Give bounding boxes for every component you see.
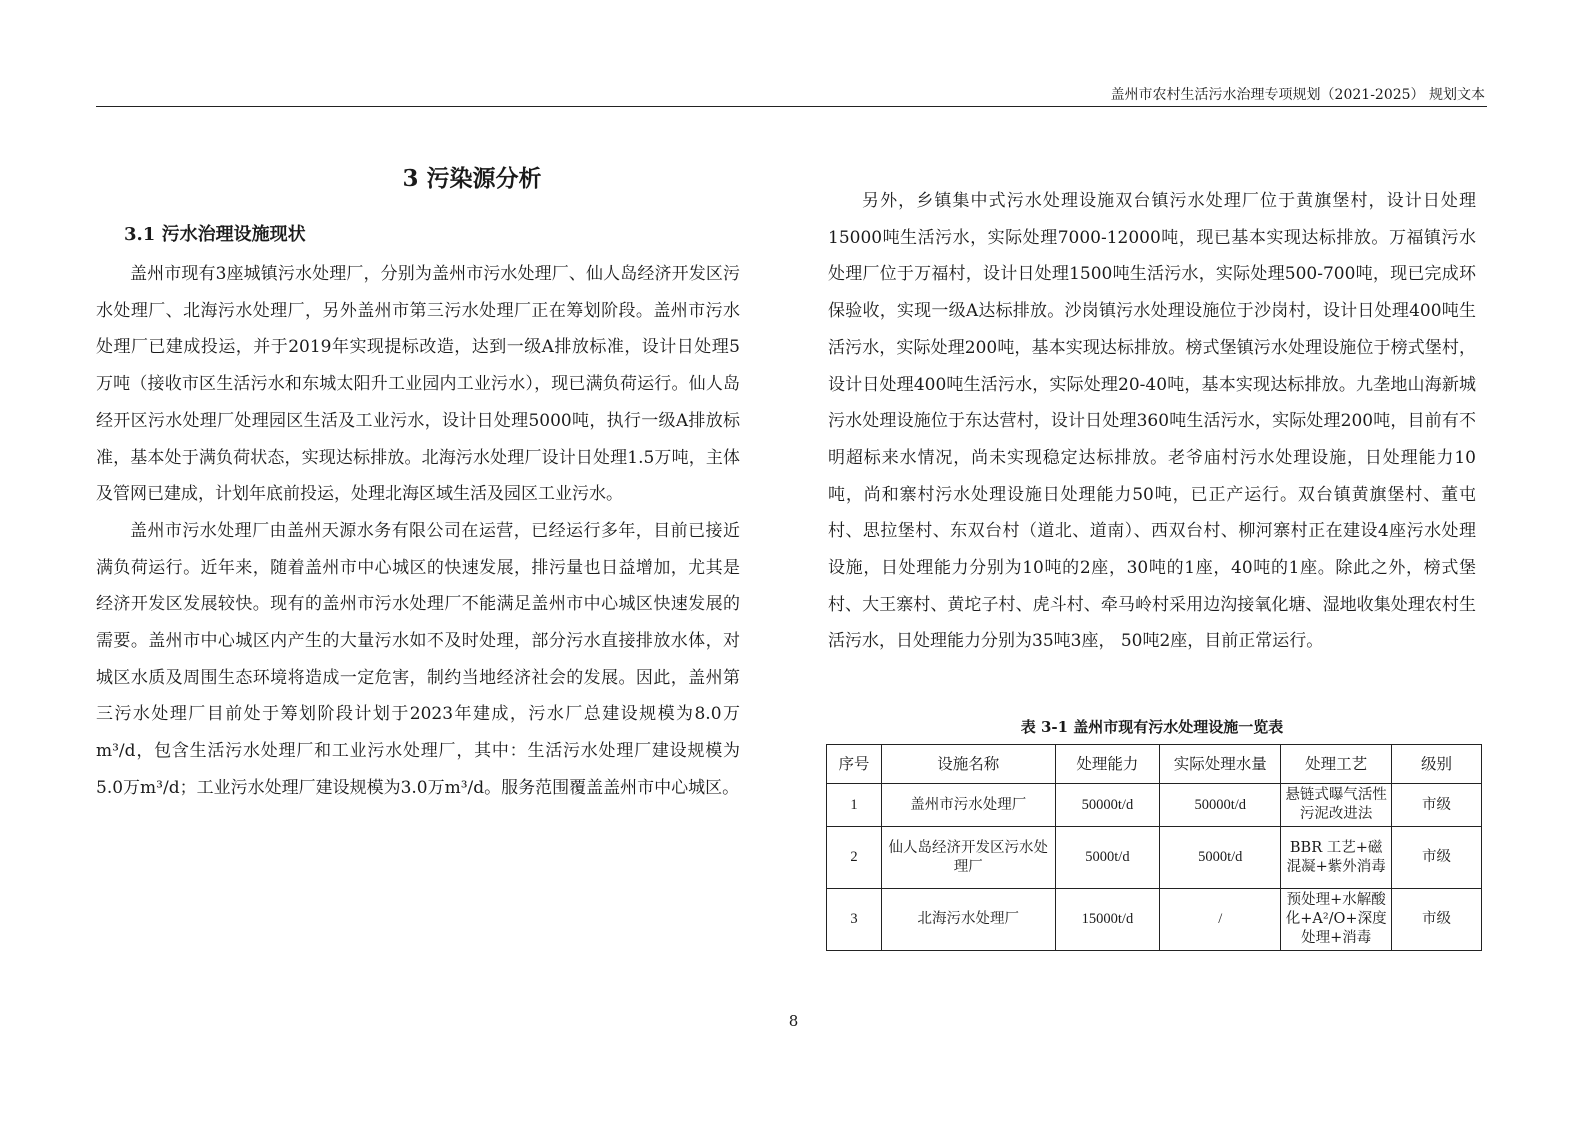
table-header-row bbox=[827, 745, 1482, 784]
chapter-title: 3 污染源分析 bbox=[402, 165, 542, 192]
body-paragraph: 盖州市现有3座城镇污水处理厂，分别为盖州市污水处理厂、仙人岛经济开发区污水处理厂、北海污水处理厂，另外盖州市第三污水处理厂正在筹划阶段。盖州市污水处理厂已建成投运，并于2019年实现提标改造，达到一级A排放标准，设计日处理5万吨（接收市区生活污水和东城太阳升工业园内工业污水），现已满负荷运行。仙人岛经开区污水处理厂处理园区生活及工业污水，设计日处理5000吨，执行一级A排放标准，基本处于满负荷状态，实现达标排放。北海污水处理厂设计日处理1.5万吨，主体及管网已建成，计划年底前投运，处理北海区域生活及园区工业污水。 bbox=[96, 264, 740, 505]
table-row bbox=[827, 889, 1482, 951]
right-column bbox=[828, 183, 1476, 660]
left-column bbox=[96, 256, 740, 807]
table-row bbox=[827, 827, 1482, 889]
cell-name: 北海污水处理厂 bbox=[881, 889, 1055, 951]
table-caption: 表 3-1 盖州市现有污水处理设施一览表 bbox=[1020, 718, 1284, 736]
cell-actual: / bbox=[1160, 889, 1281, 951]
cell-process: BBR 工艺+磁混凝+紫外消毒 bbox=[1281, 827, 1392, 889]
cell-capacity: 5000t/d bbox=[1055, 827, 1160, 889]
cell-capacity: 15000t/d bbox=[1055, 889, 1160, 951]
cell-name: 仙人岛经济开发区污水处理厂 bbox=[881, 827, 1055, 889]
header-cell-capacity: 处理能力 bbox=[1055, 745, 1160, 784]
body-paragraph: 盖州市污水处理厂由盖州天源水务有限公司在运营，已经运行多年，目前已接近满负荷运行。近年来，随着盖州市中心城区的快速发展，排污量也日益增加，尤其是经济开发区发展较快。现有的盖州市污水处理厂不能满足盖州市中心城区快速发展的需要。盖州市中心城区内产生的大量污水如不及时处理，部分污水直接排放水体，对城区水质及周围生态环境将造成一定危害，制约当地经济社会的发展。因此，盖州第三污水处理厂目前处于筹划阶段计划于2023年建成，污水厂总建设规模为8.0万m³/d，包含生活污水处理厂和工业污水处理厂，其中：生活污水处理厂建设规模为5.0万m³/d；工业污水处理厂建设规模为3.0万m³/d。服务范围覆盖盖州市中心城区。 bbox=[96, 520, 740, 798]
cell-capacity: 50000t/d bbox=[1055, 784, 1160, 827]
cell-actual: 5000t/d bbox=[1160, 827, 1281, 889]
header-cell-process: 处理工艺 bbox=[1281, 745, 1392, 784]
cell-index: 2 bbox=[827, 827, 882, 889]
page-header bbox=[96, 78, 1487, 107]
header-cell-index: 序号 bbox=[827, 745, 882, 784]
header-cell-name: 设施名称 bbox=[881, 745, 1055, 784]
cell-name: 盖州市污水处理厂 bbox=[881, 784, 1055, 827]
cell-process: 预处理+水解酸化+A²/O+深度处理+消毒 bbox=[1281, 889, 1392, 951]
section-title: 3.1 污水治理设施现状 bbox=[124, 224, 306, 245]
cell-level: 市级 bbox=[1392, 889, 1482, 951]
table-row bbox=[827, 784, 1482, 827]
cell-level: 市级 bbox=[1392, 827, 1482, 889]
cell-index: 3 bbox=[827, 889, 882, 951]
cell-actual: 50000t/d bbox=[1160, 784, 1281, 827]
header-cell-actual: 实际处理水量 bbox=[1160, 745, 1281, 784]
facility-table bbox=[826, 744, 1482, 951]
cell-level: 市级 bbox=[1392, 784, 1482, 827]
header-cell-level: 级别 bbox=[1392, 745, 1482, 784]
body-paragraph: 另外，乡镇集中式污水处理设施双台镇污水处理厂位于黄旗堡村，设计日处理15000吨生活污水，实际处理7000-12000吨，现已基本实现达标排放。万福镇污水处理厂位于万福村，设计日处理1500吨生活污水，实际处理500-700吨，现已完成环保验收，实现一级A达标排放。沙岗镇污水处理设施位于沙岗村，设计日处理400吨生活污水，实际处理200吨，基本实现达标排放。榜式堡镇污水处理设施位于榜式堡村，设计日处理400吨生活污水，实际处理20-40吨，基本实现达标排放。九垄地山海新城污水处理设施位于东达营村，设计日处理360吨生活污水，实际处理200吨，目前有不明超标来水情况，尚未实现稳定达标排放。老爷庙村污水处理设施，日处理能力10吨，尚和寨村污水处理设施日处理能力50吨，已正产运行。双台镇黄旗堡村、董屯村、思拉堡村、东双台村（道北、道南）、西双台村、柳河寨村正在建设4座污水处理设施，日处理能力分别为10吨的2座，30吨的1座，40吨的1座。除此之外，榜式堡村、大王寨村、黄坨子村、虎斗村、牵马岭村采用边沟接氧化塘、湿地收集处理农村生活污水，日处理能力分别为35吨3座， 50吨2座，目前正常运行。 bbox=[828, 191, 1476, 652]
cell-process: 悬链式曝气活性污泥改进法 bbox=[1281, 784, 1392, 827]
cell-index: 1 bbox=[827, 784, 882, 827]
page-number: 8 bbox=[788, 1012, 799, 1030]
running-title: 盖州市农村生活污水治理专项规划（2021-2025） 规划文本 bbox=[1110, 87, 1485, 103]
